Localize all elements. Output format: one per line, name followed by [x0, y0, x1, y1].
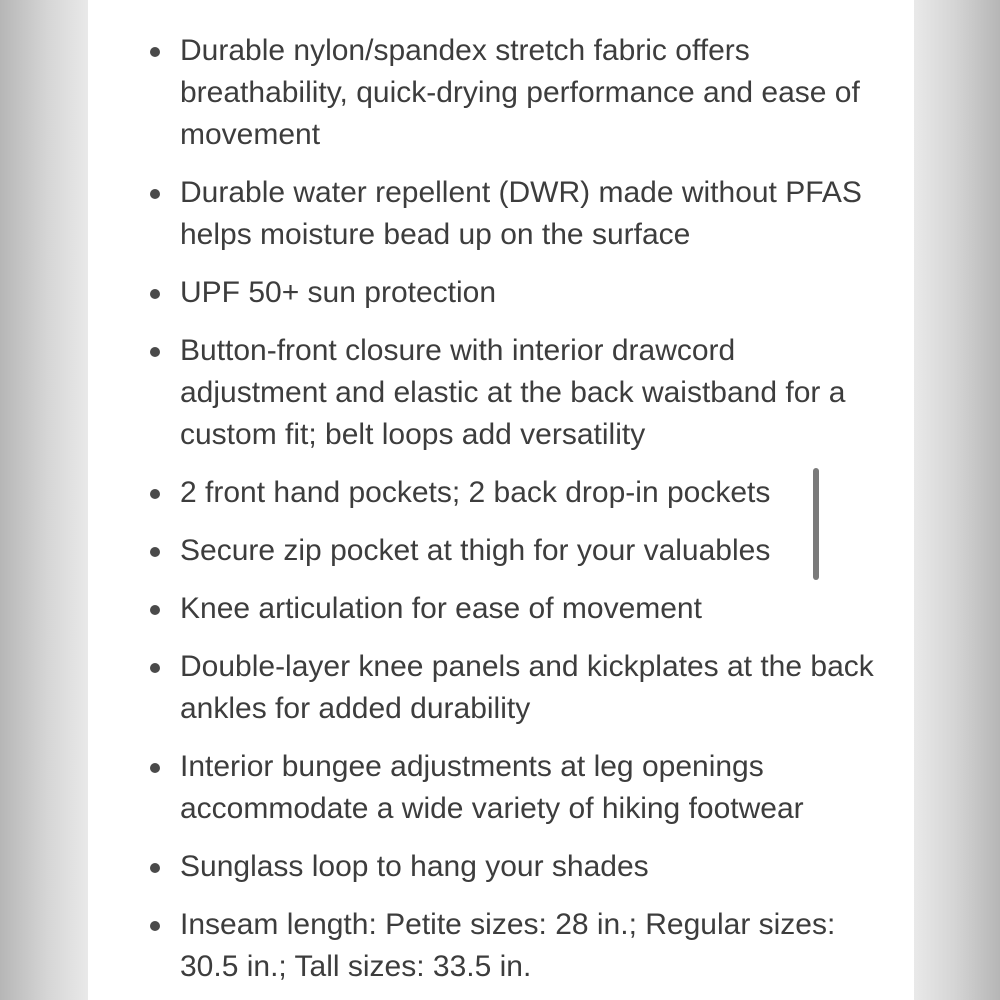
list-item — [88, 530, 914, 572]
bullet-icon — [150, 547, 160, 557]
feature-text: UPF 50+ sun protection — [180, 276, 497, 309]
list-item — [88, 904, 914, 988]
feature-text: Secure zip pocket at thigh for your valuables — [180, 534, 771, 567]
feature-text: Inseam length: Petite sizes: 28 in.; Regular sizes: 30.5 in.; Tall sizes: 33.5 in. — [180, 908, 836, 983]
bullet-icon — [150, 289, 160, 299]
bullet-icon — [150, 863, 160, 873]
list-item — [88, 272, 914, 314]
right-background — [914, 0, 1000, 1000]
bullet-icon — [150, 347, 160, 357]
list-item — [88, 646, 914, 730]
feature-text: Sunglass loop to hang your shades — [180, 850, 649, 883]
list-item — [88, 746, 914, 830]
bullet-icon — [150, 921, 160, 931]
bullet-icon — [150, 489, 160, 499]
feature-text: Durable water repellent (DWR) made without PFAS helps moisture bead up on the surface — [180, 176, 862, 251]
bullet-icon — [150, 763, 160, 773]
bullet-icon — [150, 663, 160, 673]
feature-text: Double-layer knee panels and kickplates at the back ankles for added durability — [180, 650, 874, 725]
feature-list — [88, 30, 914, 1000]
content-panel[interactable] — [88, 0, 914, 1000]
feature-text: Interior bungee adjustments at leg openings accommodate a wide variety of hiking footwear — [180, 750, 804, 825]
list-item — [88, 330, 914, 456]
left-background — [0, 0, 88, 1000]
feature-text: 2 front hand pockets; 2 back drop-in pockets — [180, 476, 771, 509]
feature-text: Durable nylon/spandex stretch fabric offers breathability, quick-drying performance and ease of movement — [180, 34, 860, 151]
list-item — [88, 846, 914, 888]
bullet-icon — [150, 605, 160, 615]
feature-text: Button-front closure with interior drawcord adjustment and elastic at the back waistband for a custom fit; belt loops add versatility — [180, 334, 846, 451]
list-item — [88, 588, 914, 630]
bullet-icon — [150, 47, 160, 57]
list-item — [88, 472, 914, 514]
feature-text: Knee articulation for ease of movement — [180, 592, 702, 625]
bullet-icon — [150, 189, 160, 199]
list-item — [88, 172, 914, 256]
scrollbar-thumb[interactable] — [813, 468, 819, 580]
list-item — [88, 30, 914, 156]
